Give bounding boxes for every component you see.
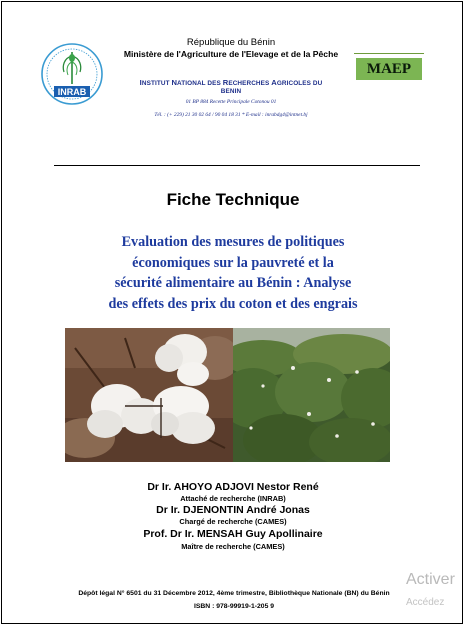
author-role: Attaché de recherche (INRAB): [180, 494, 286, 503]
author-role: Chargé de recherche (CAMES): [179, 517, 287, 526]
institute-name: INSTITUT NATIONAL DES RECHERCHES AGRICOLES DU BENIN: [139, 78, 323, 95]
cotton-boll-photo: [65, 328, 233, 462]
activation-watermark: Activer: [406, 571, 455, 588]
legal-deposit: Dépôt légal N° 6501 du 31 Décembre 2012, 4ème trimestre, Bibliothèque Nationale (BN) du Bénin: [78, 590, 390, 597]
badge-divider: [354, 53, 424, 54]
contact-line: Tél. : (+ 229) 21 30 02 64 / 90 04 18 31 * E-mail : inrabdg4@intnet.bj: [154, 112, 308, 118]
header-rule: [54, 165, 420, 166]
logo-text: INRAB: [57, 87, 87, 97]
document-heading: Fiche Technique: [166, 190, 300, 209]
author-name: Dr Ir. AHOYO ADJOVI Nestor René: [147, 481, 319, 493]
activation-watermark-sub: Accédez: [406, 597, 445, 608]
cotton-field-photo: [233, 328, 390, 462]
author-role: Maître de recherche (CAMES): [181, 542, 285, 551]
postal-address: 01 BP 884 Recette Principale Cotonou 01: [185, 99, 277, 105]
republic-name: République du Bénin: [186, 37, 276, 48]
author-name: Prof. Dr Ir. MENSAH Guy Apollinaire: [143, 528, 323, 540]
document-title: Evaluation des mesures de politiques économiques sur la pauvreté et la sécurité alimentaire au Bénin : Analyse des effets des prix du coton et des engrais: [108, 234, 358, 312]
ministry-name: Ministère de l'Agriculture de l'Elevage et de la Pêche: [123, 49, 339, 59]
inrab-logo: [40, 42, 104, 106]
isbn-number: ISBN : 978-99919-1-205 9: [193, 603, 275, 610]
maep-badge: MAEP: [356, 58, 422, 80]
author-name: Dr Ir. DJENONTIN André Jonas: [156, 504, 310, 516]
